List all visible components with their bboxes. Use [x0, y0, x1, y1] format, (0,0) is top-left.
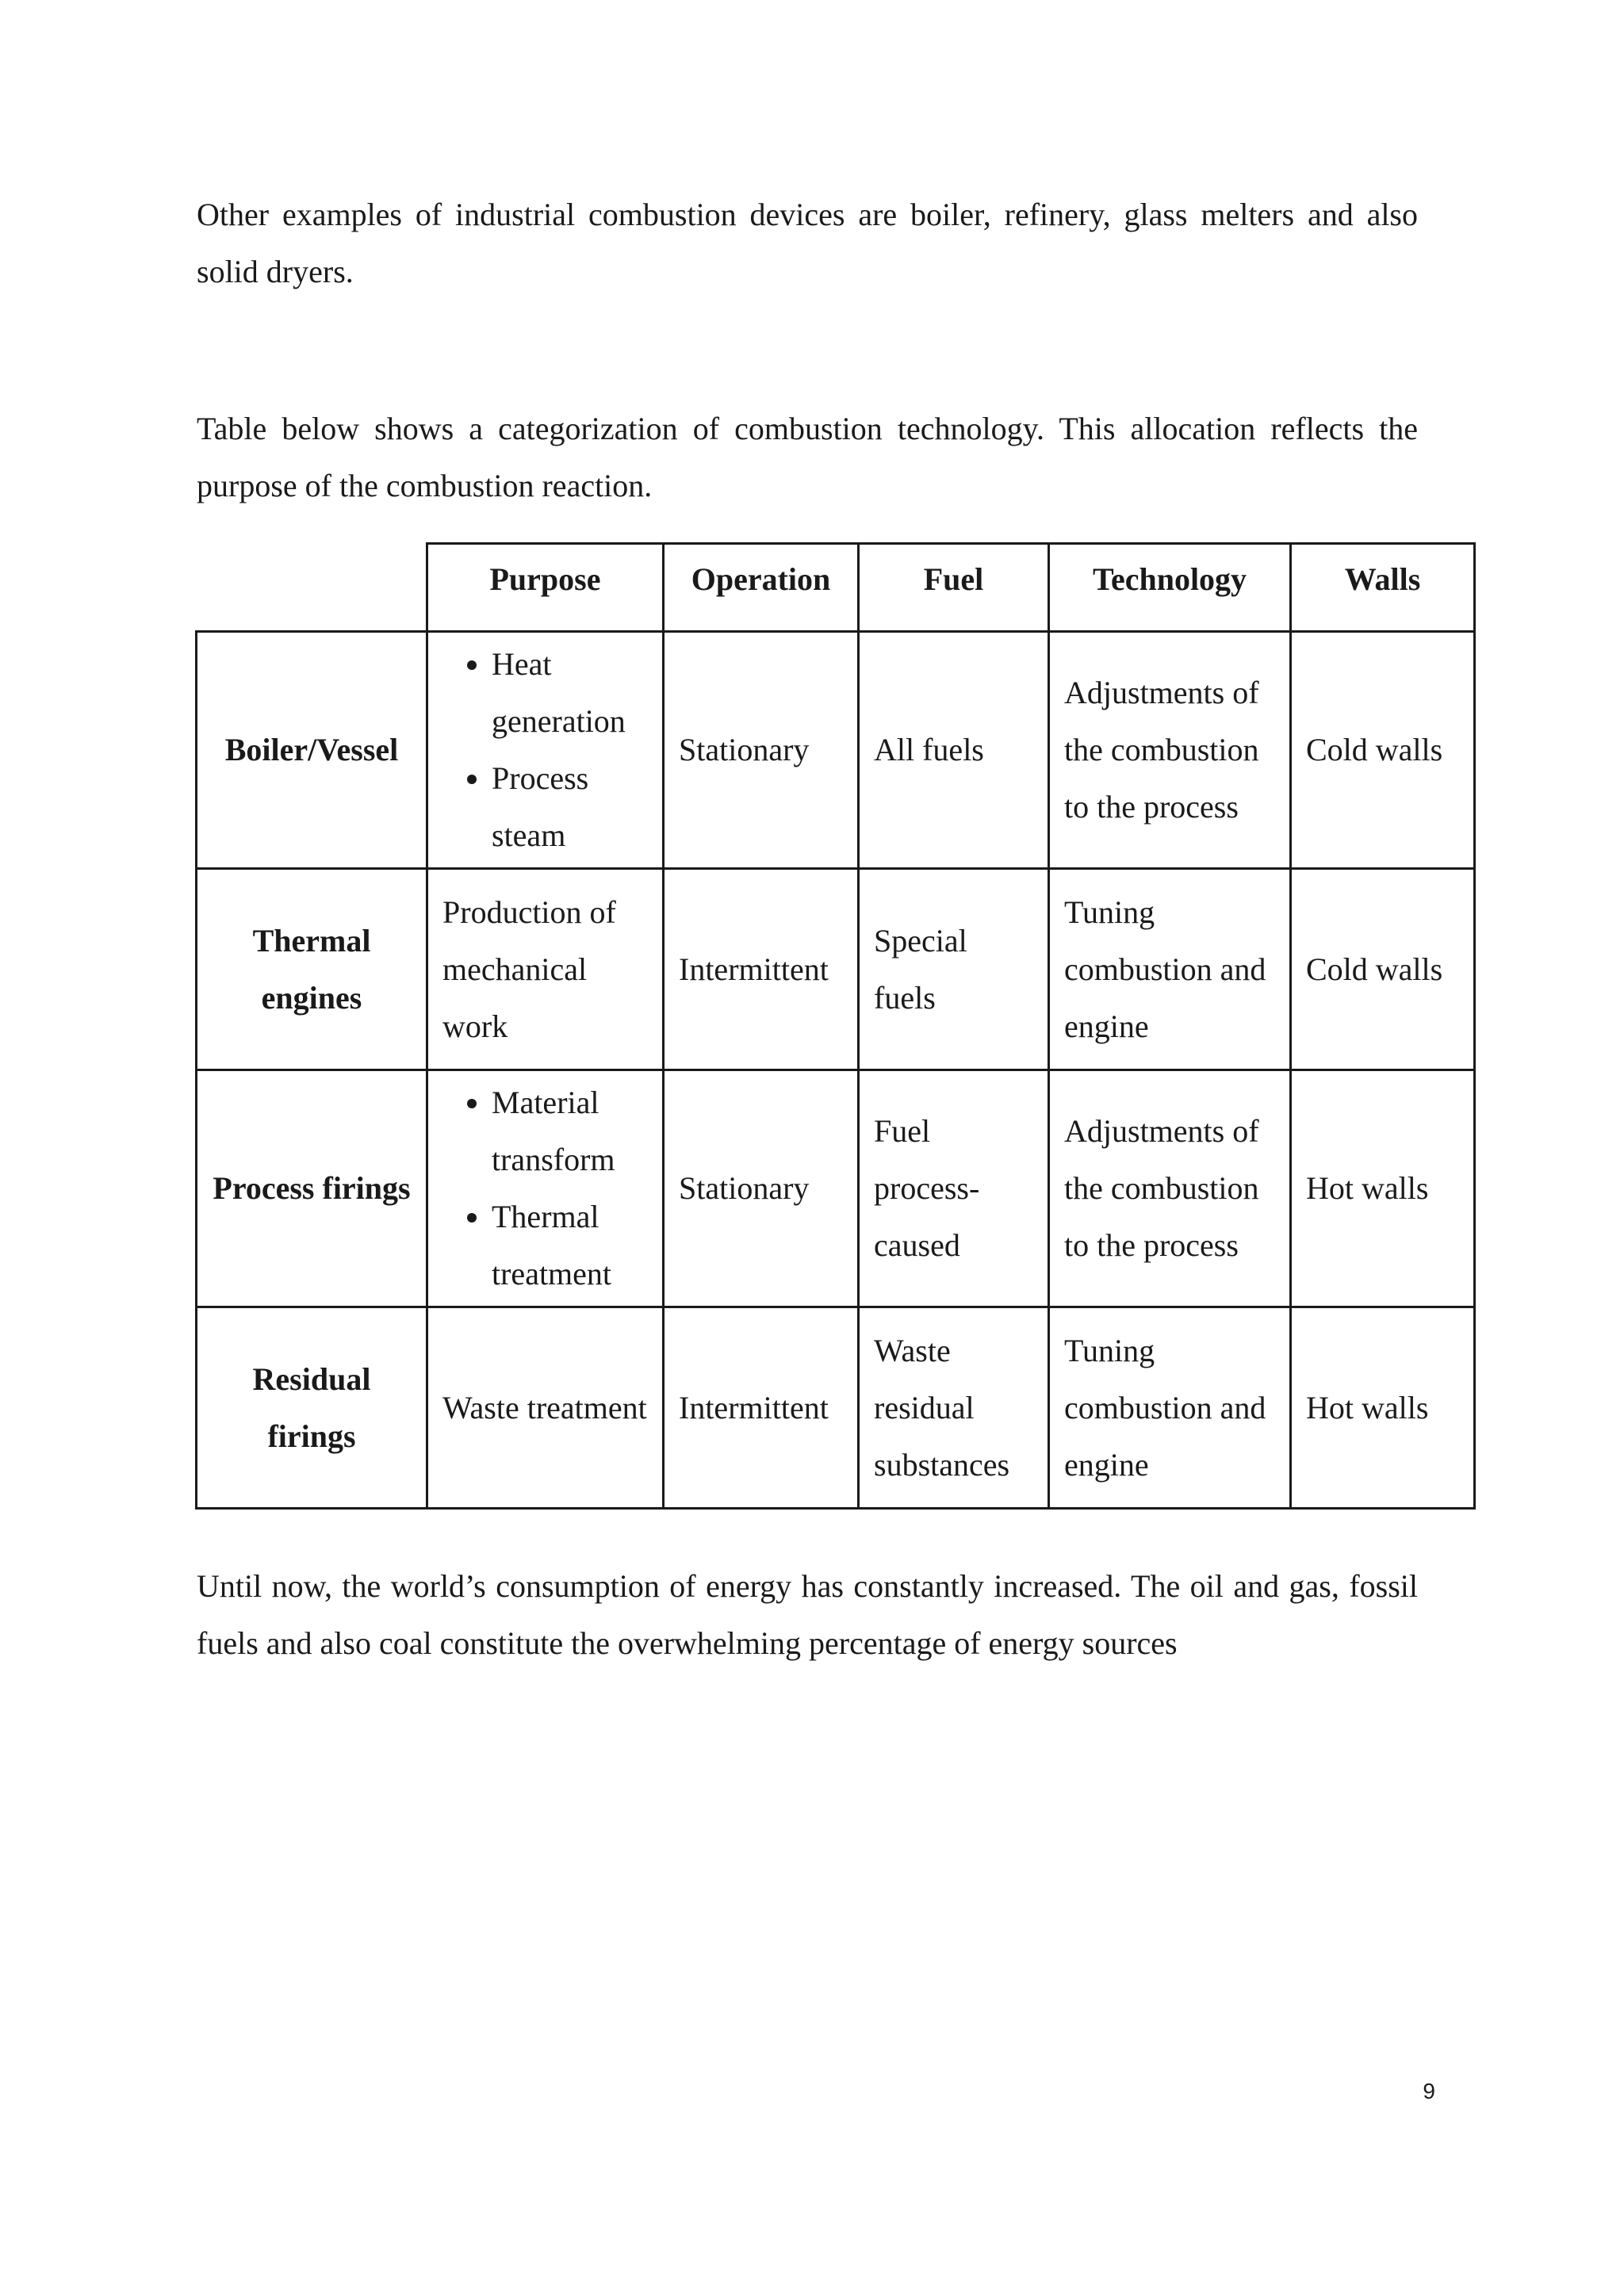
combustion-technology-table: [195, 542, 1476, 1510]
row-label: Process firings: [197, 1070, 427, 1307]
header-fuel: Fuel: [859, 544, 1049, 632]
table-row: [197, 1070, 1475, 1307]
paragraph-closing: Until now, the world’s consumption of energy has constantly increased. The oil and gas, fossil fuels and also coal constitute the overwhelming percentage of energy sources: [197, 1568, 1418, 1661]
walls-cell: Cold walls: [1291, 869, 1475, 1070]
paragraph-table-intro: Table below shows a categorization of combustion technology. This allocation reflects the purpose of the combustion reaction.: [197, 411, 1418, 503]
row-label: Boiler/Vessel: [197, 632, 427, 869]
header-blank-cell: [197, 544, 427, 632]
purpose-cell: Waste treatment: [427, 1307, 664, 1509]
technology-cell: Tuning combustion and engine: [1049, 1307, 1291, 1509]
operation-cell: Stationary: [664, 1070, 859, 1307]
technology-cell: Adjustments of the combustion to the process: [1049, 632, 1291, 869]
operation-cell: Intermittent: [664, 869, 859, 1070]
header-operation: Operation: [664, 544, 859, 632]
purpose-bullet-item: • Heat generation: [492, 636, 648, 750]
operation-cell: Stationary: [664, 632, 859, 869]
fuel-cell: All fuels: [859, 632, 1049, 869]
paragraph-intro: Other examples of industrial combustion devices are boiler, refinery, glass melters and also solid dryers.: [197, 197, 1418, 289]
row-label: Residual firings: [197, 1307, 427, 1509]
walls-cell: Cold walls: [1291, 632, 1475, 869]
operation-cell: Intermittent: [664, 1307, 859, 1509]
table-row: [197, 869, 1475, 1070]
fuel-cell: Waste residual substances: [859, 1307, 1049, 1509]
purpose-bullet-item: • Material transform: [492, 1074, 648, 1188]
fuel-cell: Fuel process-caused: [859, 1070, 1049, 1307]
purpose-cell: Production of mechanical work: [427, 869, 664, 1070]
walls-cell: Hot walls: [1291, 1070, 1475, 1307]
technology-cell: Adjustments of the combustion to the process: [1049, 1070, 1291, 1307]
header-technology: Technology: [1049, 544, 1291, 632]
purpose-cell: [427, 632, 664, 869]
row-label: Thermal engines: [197, 869, 427, 1070]
header-walls: Walls: [1291, 544, 1475, 632]
purpose-cell: [427, 1070, 664, 1307]
table-row: [197, 632, 1475, 869]
header-purpose: Purpose: [427, 544, 664, 632]
table-row: [197, 1307, 1475, 1509]
table-header-row: [197, 544, 1475, 632]
page-number: 9: [1423, 2079, 1435, 2103]
fuel-cell: Special fuels: [859, 869, 1049, 1070]
walls-cell: Hot walls: [1291, 1307, 1475, 1509]
technology-cell: Tuning combustion and engine: [1049, 869, 1291, 1070]
purpose-bullet-item: • Process steam: [492, 750, 648, 864]
purpose-bullet-item: • Thermal treatment: [492, 1188, 648, 1303]
